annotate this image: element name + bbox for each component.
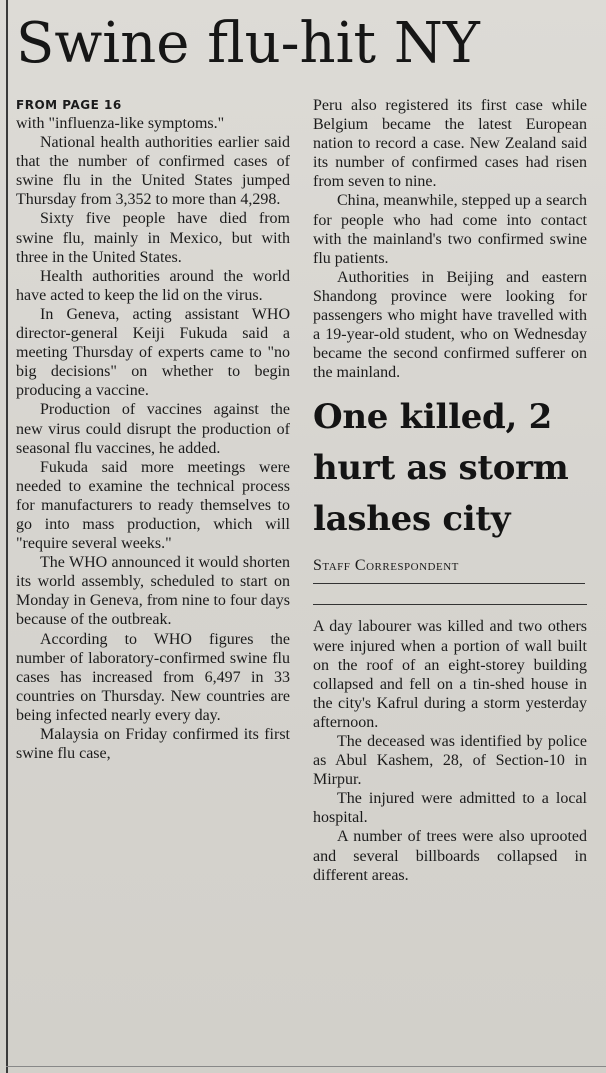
paragraph: Fukuda said more meetings were needed to examine the technical process for manufacturers to ready themselves to go into mass production, which will "require several weeks.": [16, 458, 290, 553]
paragraph: Malaysia on Friday confirmed its first swine flu case,: [16, 726, 290, 763]
paragraph: National health authorities earlier said that the number of confirmed cases of swine flu in the United States jumped Thursday from 3,352 to more than 4,298.: [16, 134, 290, 209]
paragraph: with "influenza-like symptoms.": [16, 115, 225, 132]
second-article-headline: One killed, 2 hurt as storm lashes city: [313, 397, 569, 540]
left-column: [16, 96, 290, 763]
jump-kicker: FROM PAGE 16: [16, 98, 122, 112]
bottom-rule: [6, 1066, 606, 1067]
paragraph: According to WHO figures the number of laboratory-confirmed swine flu cases has increased from 6,497 in 33 countries on Thursday. New countries are being infected nearly every day.: [16, 630, 290, 724]
byline: Staff Correspondent: [313, 555, 585, 584]
paragraph: Health authorities around the world have acted to keep the lid on the virus.: [16, 267, 290, 304]
paragraph: Sixty five people have died from swine flu, mainly in Mexico, but with three in the United States.: [16, 210, 290, 266]
paragraph: In Geneva, acting assistant WHO director-general Keiji Fukuda said a meeting Thursday of experts came to "no big decisions" on whether to begin producing a vaccine.: [16, 305, 290, 400]
main-headline: Swine flu-hit NY: [16, 11, 480, 76]
column-rule-left: [6, 0, 8, 1073]
paragraph: The injured were admitted to a local hospital.: [313, 790, 587, 827]
paragraph: Production of vaccines against the new virus could disrupt the production of seasonal flu vaccines, he added.: [16, 401, 290, 457]
paragraph: The WHO announced it would shorten its world assembly, scheduled to start on Monday in Geneva, from nine to four days because of the outbreak.: [16, 554, 290, 629]
paragraph: China, meanwhile, stepped up a search for people who had come into contact with the mainland's two confirmed swine flu patients.: [313, 192, 587, 267]
paragraph: A day labourer was killed and two others were injured when a portion of wall built on the roof of an eight-storey building collapsed and fell on a tin-shed house in the city's Kafrul during a storm yesterday afternoon.: [313, 618, 587, 731]
paragraph: Authorities in Beijing and eastern Shandong province were looking for passengers who might have travelled with a 19-year-old student, who on Wednesday became the second confirmed sufferer on the mainland.: [313, 268, 587, 382]
divider: [313, 604, 587, 605]
paragraph: The deceased was identified by police as Abul Kashem, 28, of Section-10 in Mirpur.: [313, 732, 587, 789]
paragraph: Peru also registered its first case while Belgium became the latest European nation to record a case. New Zealand said its number of confirmed cases had risen from seven to nine.: [313, 97, 587, 191]
paragraph: A number of trees were also uprooted and several billboards collapsed in different areas.: [313, 828, 587, 884]
right-column: [313, 96, 587, 885]
